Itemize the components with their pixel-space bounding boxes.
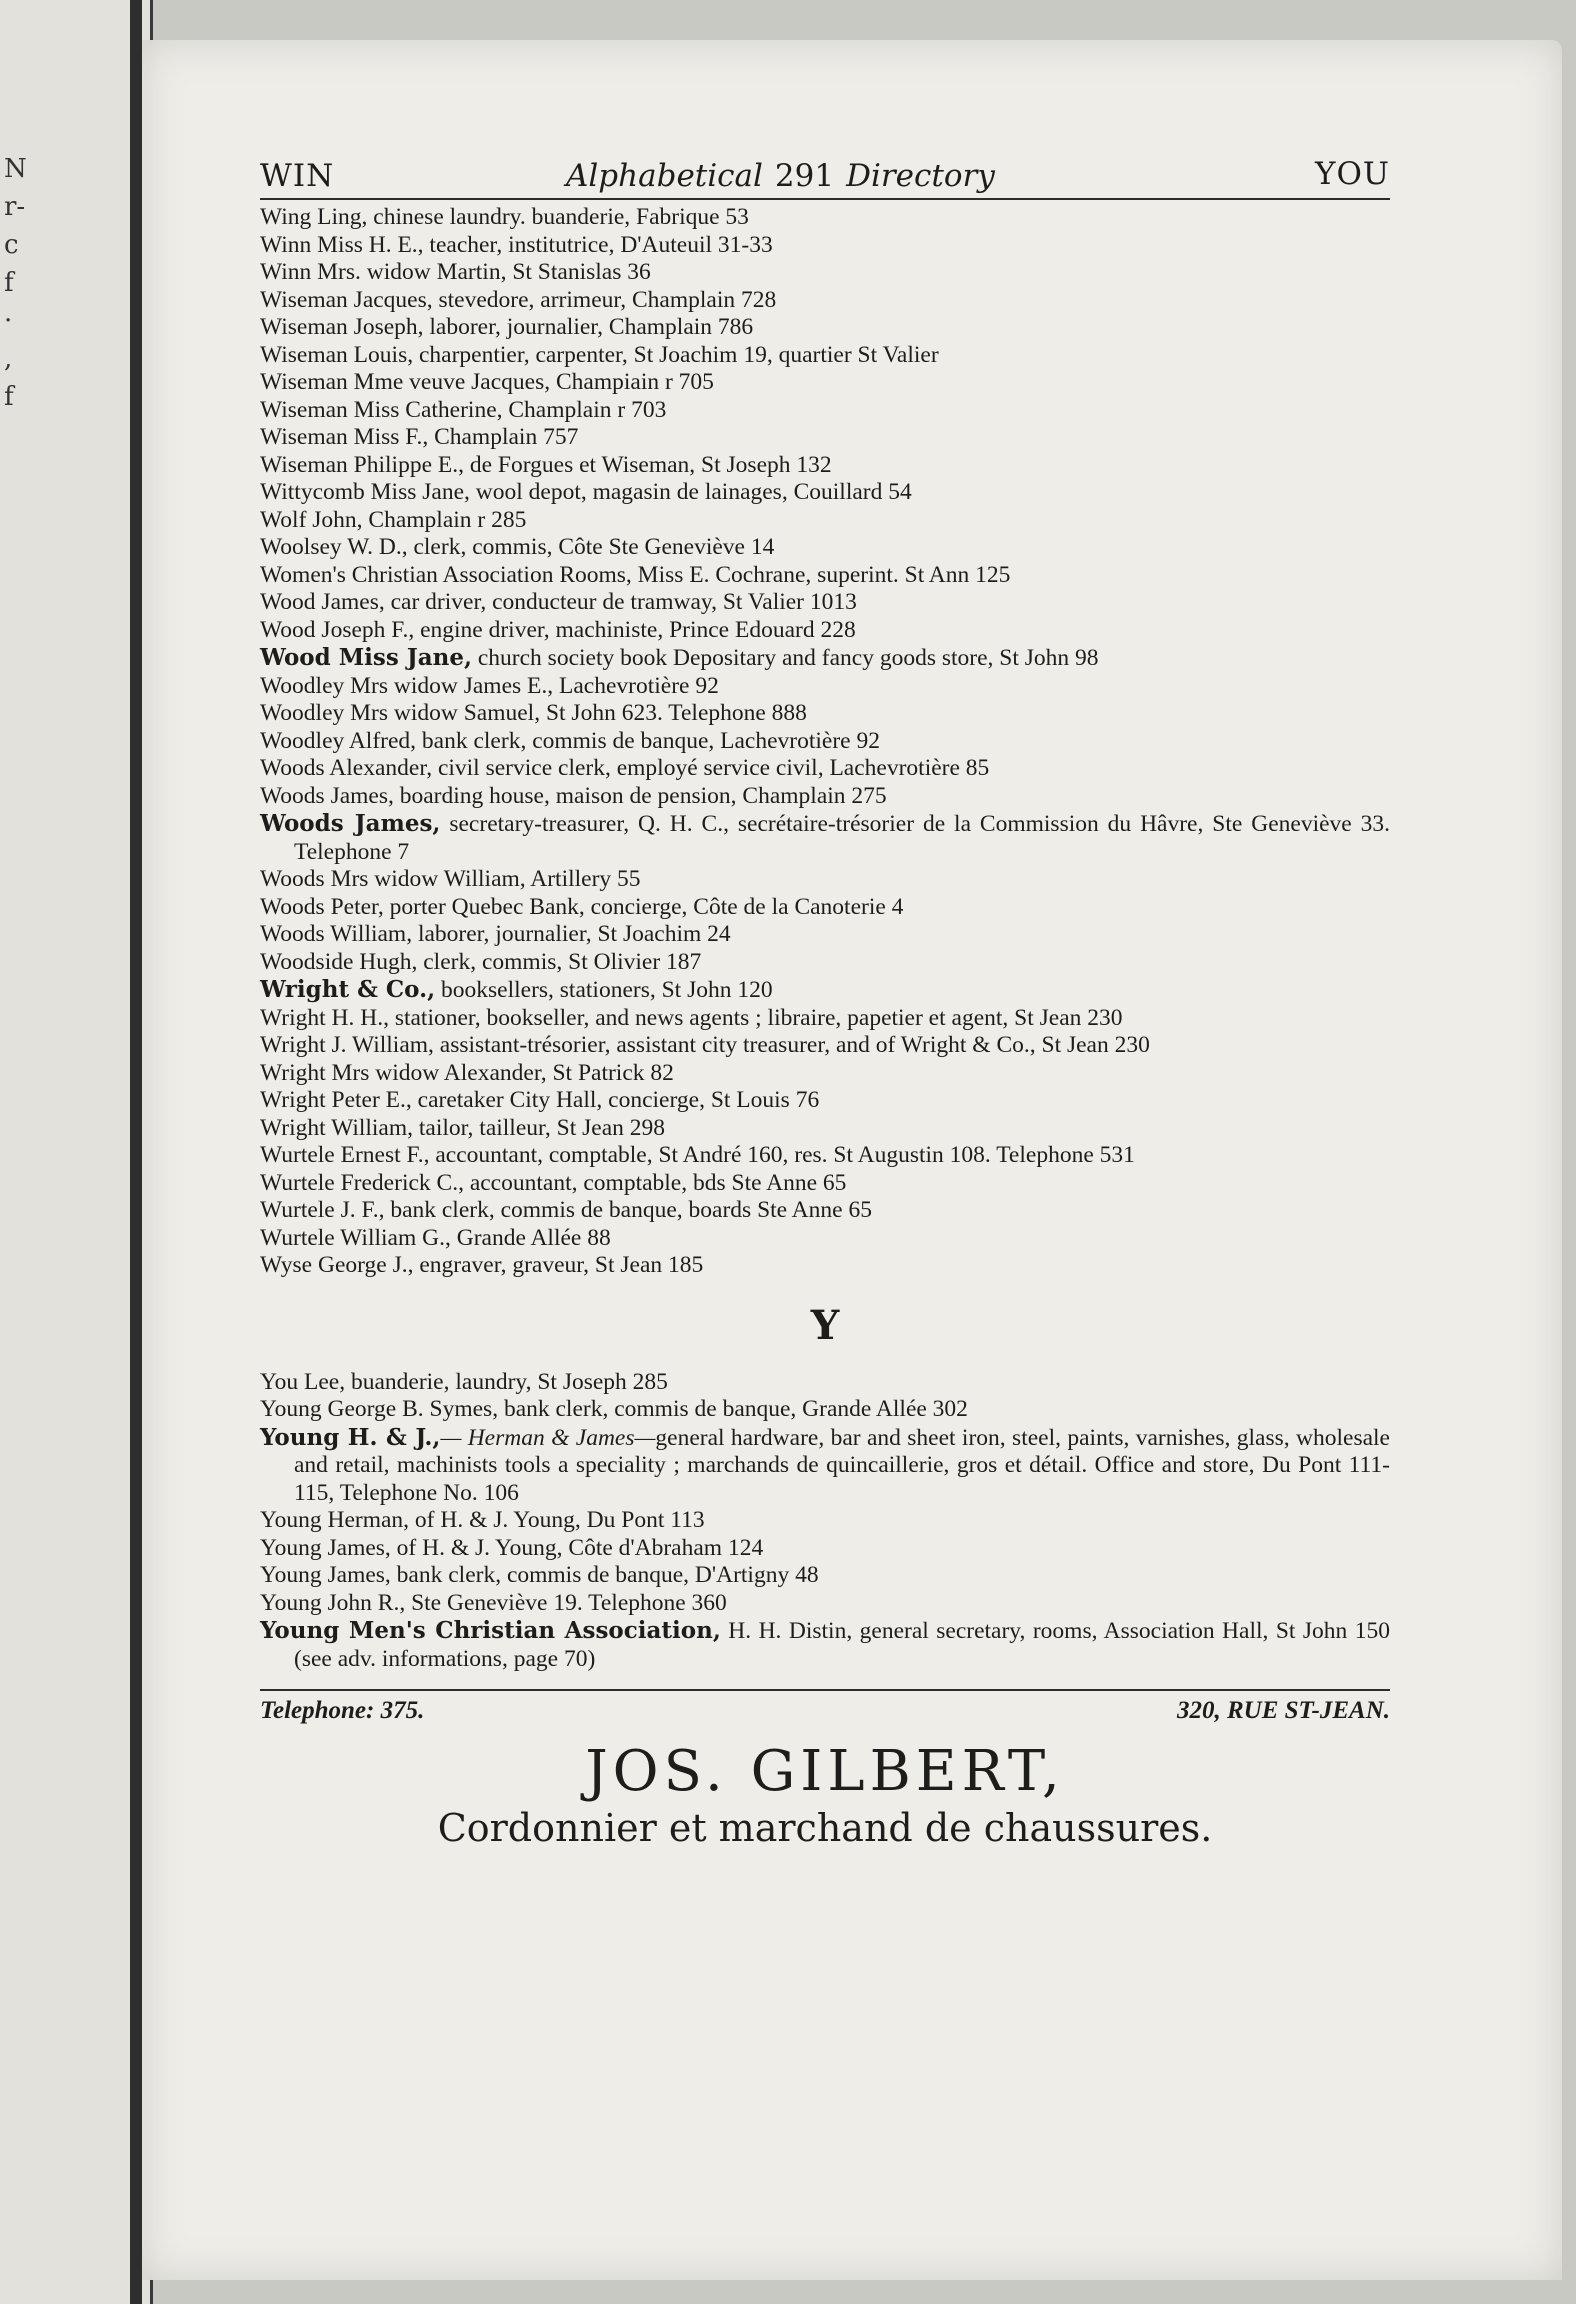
directory-entry <box>260 755 1390 783</box>
entry-text: Wiseman Louis, charpentier, carpenter, St Joachim 19, quartier St Valier <box>260 341 939 368</box>
directory-entry <box>260 728 1390 756</box>
entry-text: Wright Mrs widow Alexander, St Patrick 82 <box>260 1059 674 1086</box>
entry-text: Woolsey W. D., clerk, commis, Côte Ste Geneviève 14 <box>260 534 775 560</box>
entry-text: Woods Mrs widow William, Artillery 55 <box>260 866 641 892</box>
entry-text: Woodley Mrs widow James E., Lachevrotière 92 <box>260 672 719 699</box>
entry-text: Young John R., Ste Geneviève 19. Telephone 360 <box>260 1589 727 1616</box>
directory-entry <box>260 783 1390 811</box>
entry-text: Woodley Mrs widow Samuel, St John 623. Telephone 888 <box>260 700 807 726</box>
entries-y <box>260 1369 1390 1674</box>
directory-entry <box>260 479 1390 507</box>
entry-text: booksellers, stationers, St John 120 <box>435 977 773 1003</box>
advert-address: 320, RUE ST-JEAN. <box>1176 1697 1390 1724</box>
previous-page-mark: r- <box>4 192 26 222</box>
directory-entry <box>260 507 1390 535</box>
entry-text: Wurtele Ernest F., accountant, comptable, St André 160, res. St Augustin 108. Telephone 531 <box>260 1142 1135 1168</box>
entry-text: secretary-treasurer, Q. H. C., secrétaire-trésorier de la Commission du Hâvre, Ste Geneviève 33. Telephone 7 <box>294 811 1390 865</box>
entry-text: Wiseman Mme veuve Jacques, Champiain r 705 <box>260 369 714 395</box>
directory-entry <box>260 287 1390 315</box>
directory-entry <box>260 1369 1390 1397</box>
entry-text: church society book Depositary and fancy goods store, St John 98 <box>471 645 1099 671</box>
directory-entry <box>260 894 1390 922</box>
directory-entry <box>260 1197 1390 1225</box>
directory-entry <box>260 1170 1390 1198</box>
entry-text: Wright Peter E., caretaker City Hall, concierge, St Louis 76 <box>260 1087 820 1113</box>
advert-telephone: Telephone: 375. <box>260 1697 425 1724</box>
entry-bold-name: Young H. & J., <box>260 1423 441 1451</box>
header-right-guide-word: YOU <box>1314 156 1390 192</box>
entry-text: Wurtele William G., Grande Allée 88 <box>260 1224 611 1251</box>
directory-entry <box>260 644 1390 673</box>
entry-bold-name: Woods James, <box>260 810 441 837</box>
advert-business-description: Cordonnier et marchand de chaussures. <box>437 1806 1213 1850</box>
directory-entry <box>260 314 1390 342</box>
directory-entry <box>260 342 1390 370</box>
entry-text: Woods William, laborer, journalier, St Joachim 24 <box>260 921 731 947</box>
running-header <box>260 150 1390 200</box>
entry-text: Wyse George J., engraver, graveur, St Jean 185 <box>260 1252 704 1278</box>
directory-entry <box>260 1562 1390 1590</box>
directory-entry <box>260 1225 1390 1253</box>
previous-page-mark: c <box>4 230 19 260</box>
page-number: 291 <box>774 158 835 194</box>
entry-bold-name: Wood Miss Jane, <box>260 644 472 671</box>
section-letter-heading: Y <box>810 1301 840 1349</box>
directory-entry <box>260 949 1390 977</box>
directory-entry <box>260 1115 1390 1143</box>
directory-entry <box>260 1087 1390 1115</box>
directory-entry <box>260 700 1390 728</box>
entry-text: Wurtele Frederick C., accountant, comptable, bds Ste Anne 65 <box>260 1169 847 1196</box>
directory-entry <box>260 1396 1390 1424</box>
directory-entry <box>260 589 1390 617</box>
entry-text: Wiseman Joseph, laborer, journalier, Champlain 786 <box>260 314 754 340</box>
entry-bold-name: Young Men's Christian Association, <box>260 1617 721 1644</box>
directory-entry <box>260 1032 1390 1060</box>
entry-text: Young George B. Symes, bank clerk, commis de banque, Grande Allée 302 <box>260 1396 968 1422</box>
directory-entry <box>260 1617 1390 1673</box>
entry-text: Wittycomb Miss Jane, wool depot, magasin de lainages, Couillard 54 <box>260 479 912 505</box>
entry-text: Wood Joseph F., engine driver, machiniste, Prince Edouard 228 <box>260 616 856 643</box>
directory-entry <box>260 1535 1390 1563</box>
entry-text: Wright J. William, assistant-trésorier, assistant city treasurer, and of Wright & Co., St Jean 230 <box>260 1032 1150 1058</box>
directory-entry <box>260 617 1390 645</box>
directory-entry <box>260 1142 1390 1170</box>
entry-text: Woodley Alfred, bank clerk, commis de banque, Lachevrotière 92 <box>260 727 880 754</box>
directory-entry <box>260 534 1390 562</box>
previous-page-mark: N <box>4 154 27 184</box>
previous-page-mark: f <box>4 382 14 412</box>
directory-entry <box>260 397 1390 425</box>
header-title-word2: Directory <box>846 158 995 194</box>
entry-text: Wiseman Jacques, stevedore, arrimeur, Champlain 728 <box>260 286 777 313</box>
previous-page-fragments <box>4 150 27 416</box>
entry-text: Wright William, tailor, tailleur, St Jean 298 <box>260 1114 666 1141</box>
directory-entry <box>260 1252 1390 1280</box>
advert-business-name: JOS. GILBERT, <box>585 1739 1065 1804</box>
entry-text: Women's Christian Association Rooms, Miss E. Cochrane, superint. St Ann 125 <box>260 561 1011 588</box>
entry-text: You Lee, buanderie, laundry, St Joseph 285 <box>260 1368 668 1395</box>
entry-text: Woodside Hugh, clerk, commis, St Olivier 187 <box>260 948 702 975</box>
entry-text: Wolf John, Champlain r 285 <box>260 506 527 533</box>
entry-text: Wright H. H., stationer, bookseller, and news agents ; libraire, papetier et agent, St Jean 230 <box>260 1004 1123 1031</box>
header-title-word1: Alphabetical <box>566 158 763 194</box>
book-gutter <box>130 0 142 2304</box>
directory-entry <box>260 452 1390 480</box>
entry-text: general hardware, bar and sheet iron, steel, paints, varnishes, glass, wholesale and retail, machinists tools a speciality ; marchands de quincaillerie, gros et détail. Office and store, Du Pont 111-115, Telephone No. 106 <box>294 1424 1390 1506</box>
entry-text: Winn Miss H. E., teacher, institutrice, D'Auteuil 31-33 <box>260 231 773 258</box>
directory-entry <box>260 1060 1390 1088</box>
entry-text: Wiseman Miss F., Champlain 757 <box>260 424 579 450</box>
directory-entry <box>260 976 1390 1005</box>
entry-bold-name: Wright & Co., <box>260 976 436 1003</box>
page-content <box>260 150 1390 1850</box>
directory-entry <box>260 1590 1390 1618</box>
directory-entry <box>260 562 1390 590</box>
entry-text: Woods James, boarding house, maison de pension, Champlain 275 <box>260 782 887 809</box>
directory-entry <box>260 673 1390 701</box>
entry-text: Wood James, car driver, conducteur de tramway, St Valier 1013 <box>260 589 857 615</box>
directory-entry <box>260 424 1390 452</box>
directory-entry <box>260 1424 1390 1508</box>
directory-page <box>142 40 1562 2280</box>
directory-entry <box>260 1507 1390 1535</box>
entry-text: Wiseman Miss Catherine, Champlain r 703 <box>260 396 667 423</box>
header-title <box>566 158 995 194</box>
header-left-guide-word: WIN <box>260 158 335 194</box>
directory-entry <box>260 232 1390 260</box>
entry-text: Wing Ling, chinese laundry. buanderie, Fabrique 53 <box>260 204 749 230</box>
directory-entry <box>260 204 1390 232</box>
directory-entry <box>260 921 1390 949</box>
directory-entry <box>260 259 1390 287</box>
previous-page-mark: f <box>4 268 14 298</box>
entry-text: Winn Mrs. widow Martin, St Stanislas 36 <box>260 259 651 285</box>
entry-text: Wurtele J. F., bank clerk, commis de banque, boards Ste Anne 65 <box>260 1197 872 1223</box>
entry-text: Woods Alexander, civil service clerk, employé service civil, Lachevrotière 85 <box>260 755 990 781</box>
directory-entry <box>260 810 1390 866</box>
entry-italic-note: — Herman & James— <box>440 1424 656 1451</box>
entries-w <box>260 204 1390 1280</box>
advert-contact-line <box>260 1691 1390 1731</box>
entry-text: Wiseman Philippe E., de Forgues et Wiseman, St Joseph 132 <box>260 451 832 478</box>
entry-text: Woods Peter, porter Quebec Bank, concierge, Côte de la Canoterie 4 <box>260 893 904 920</box>
directory-entry <box>260 1005 1390 1033</box>
previous-page-mark: · <box>4 306 13 336</box>
entry-text: H. H. Distin, general secretary, rooms, Association Hall, St John 150 (see adv. informations, page 70) <box>294 1618 1390 1672</box>
entry-text: Young James, of H. & J. Young, Côte d'Abraham 124 <box>260 1534 764 1561</box>
entry-text: Young James, bank clerk, commis de banque, D'Artigny 48 <box>260 1562 819 1588</box>
directory-entry <box>260 369 1390 397</box>
entry-text: Young Herman, of H. & J. Young, Du Pont 113 <box>260 1507 705 1533</box>
directory-entry <box>260 866 1390 894</box>
previous-page-mark: , <box>4 344 13 374</box>
